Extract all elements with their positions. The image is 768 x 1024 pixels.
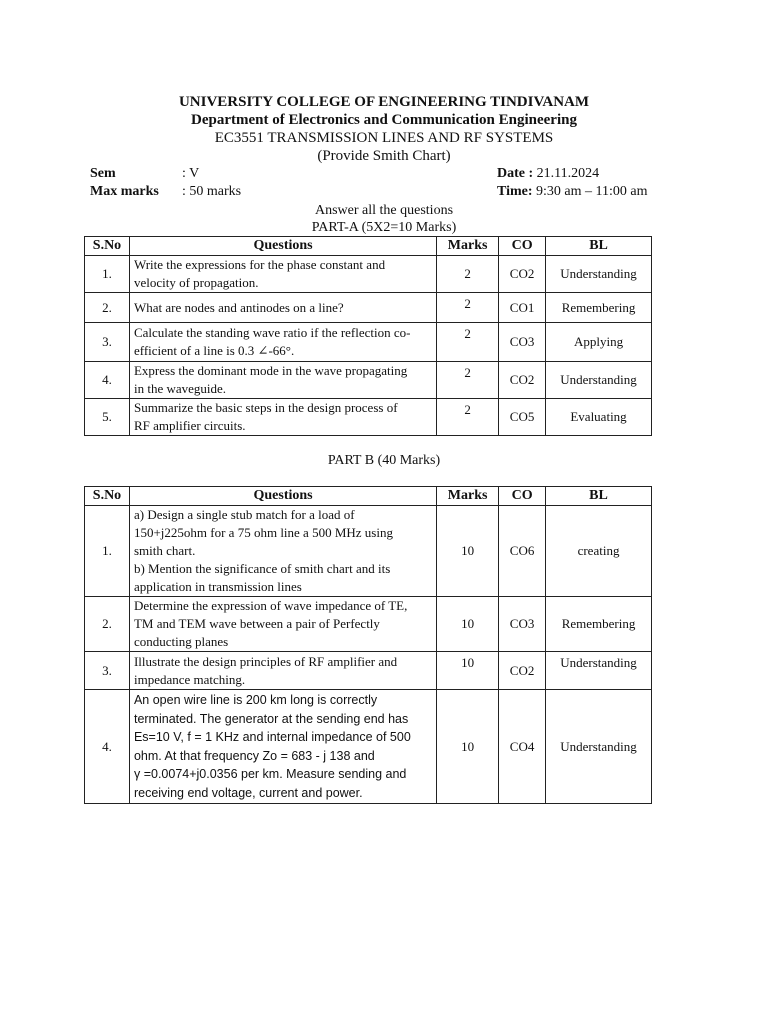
smith-chart-note: (Provide Smith Chart) (317, 148, 451, 164)
row-marks: 10 (437, 652, 499, 690)
row-bl: Understanding (546, 690, 652, 804)
header-marks: Marks (437, 237, 499, 256)
table-header-row (85, 237, 652, 256)
time-label: Time: (497, 184, 533, 199)
row-bl: Remembering (546, 293, 652, 323)
row-marks: 2 (437, 256, 499, 293)
row-question: Express the dominant mode in the wave propagating in the waveguide. (129, 362, 436, 399)
time-value: 9:30 am – 11:00 am (532, 184, 648, 199)
exam-date (497, 165, 599, 182)
row-co: CO3 (499, 597, 546, 652)
row-sno: 1. (85, 256, 130, 293)
row-question: Illustrate the design principles of RF amplifier and impedance matching. (129, 652, 436, 690)
row-marks: 2 (437, 293, 499, 323)
row-marks: 2 (437, 362, 499, 399)
header-marks: Marks (437, 487, 499, 506)
row-marks: 2 (437, 399, 499, 436)
row-co: CO2 (499, 362, 546, 399)
department-name: Department of Electronics and Communication Engineering (191, 112, 577, 128)
row-sno: 2. (85, 293, 130, 323)
part-b-table (84, 486, 652, 804)
instructions: Answer all the questions (314, 203, 454, 218)
table-row (85, 293, 652, 323)
row-bl: Evaluating (546, 399, 652, 436)
row-question: What are nodes and antinodes on a line? (129, 293, 436, 323)
row-marks: 10 (437, 597, 499, 652)
sem-label: Sem (90, 166, 116, 181)
table-row (85, 362, 652, 399)
row-co: CO1 (499, 293, 546, 323)
row-co: CO2 (499, 652, 546, 690)
part-a-table (84, 236, 652, 436)
course-title: EC3551 TRANSMISSION LINES AND RF SYSTEMS (214, 130, 554, 146)
maxmarks-label: Max marks (90, 184, 159, 199)
row-sno: 3. (85, 652, 130, 690)
date-value: 21.11.2024 (533, 166, 600, 181)
row-bl: creating (546, 506, 652, 597)
row-co: CO3 (499, 323, 546, 362)
row-bl: Understanding (546, 652, 652, 690)
row-question: Determine the expression of wave impedance of TE, TM and TEM wave between a pair of Perfectly conducting planes (129, 597, 436, 652)
row-marks: 10 (437, 506, 499, 597)
table-row (85, 323, 652, 362)
row-question: Calculate the standing wave ratio if the reflection co- efficient of a line is 0.3 ∠-66°. (129, 323, 436, 362)
row-co: CO2 (499, 256, 546, 293)
row-question: Summarize the basic steps in the design process of RF amplifier circuits. (129, 399, 436, 436)
row-question: a) Design a single stub match for a load of 150+j225ohm for a 75 ohm line a 500 MHz using smith chart. b) Mention the significance of smith chart and its application in transmission lines (129, 506, 436, 597)
row-question: Write the expressions for the phase constant and velocity of propagation. (129, 256, 436, 293)
table-row (85, 597, 652, 652)
row-co: CO4 (499, 690, 546, 804)
row-sno: 5. (85, 399, 130, 436)
table-row (85, 256, 652, 293)
row-question: An open wire line is 200 km long is correctly terminated. The generator at the sending end has Es=10 V, f = 1 KHz and internal impedance of 500 ohm. At that frequency Zo = 683 - j 138 and γ =0.0074+j0.0356 per km. Measure sending and receiving end voltage, current and power. (129, 690, 436, 804)
row-sno: 1. (85, 506, 130, 597)
row-co: CO6 (499, 506, 546, 597)
exam-time (497, 183, 647, 200)
row-sno: 4. (85, 690, 130, 804)
header-sno: S.No (85, 487, 130, 506)
table-row (85, 652, 652, 690)
table-row (85, 690, 652, 804)
row-marks: 2 (437, 323, 499, 362)
row-co: CO5 (499, 399, 546, 436)
header-bl: BL (546, 487, 652, 506)
sem-value: : V (182, 166, 200, 181)
part-b-title: PART B (40 Marks) (327, 453, 441, 468)
table-row (85, 399, 652, 436)
row-bl: Understanding (546, 256, 652, 293)
header-co: CO (499, 487, 546, 506)
row-marks: 10 (437, 690, 499, 804)
table-row (85, 506, 652, 597)
row-sno: 3. (85, 323, 130, 362)
row-bl: Applying (546, 323, 652, 362)
header-bl: BL (546, 237, 652, 256)
row-sno: 2. (85, 597, 130, 652)
header-questions: Questions (129, 237, 436, 256)
table-header-row (85, 487, 652, 506)
date-label: Date : (497, 166, 534, 181)
part-a-title: PART-A (5X2=10 Marks) (311, 220, 457, 235)
maxmarks-value: : 50 marks (182, 184, 242, 199)
college-name: UNIVERSITY COLLEGE OF ENGINEERING TINDIVANAM (178, 94, 590, 110)
header-questions: Questions (129, 487, 436, 506)
header-co: CO (499, 237, 546, 256)
header-sno: S.No (85, 237, 130, 256)
row-bl: Understanding (546, 362, 652, 399)
row-bl: Remembering (546, 597, 652, 652)
row-sno: 4. (85, 362, 130, 399)
